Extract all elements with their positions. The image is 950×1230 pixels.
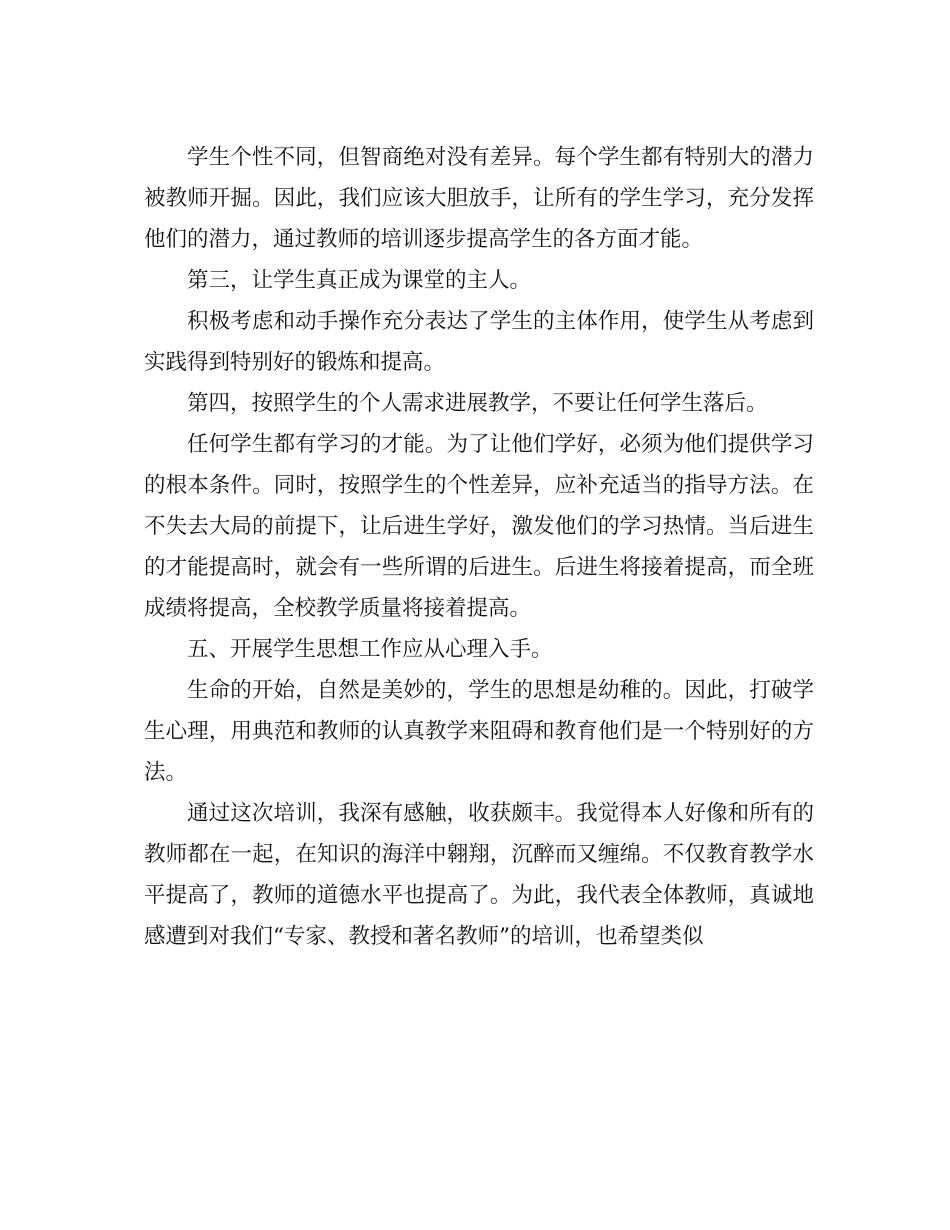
paragraph-learning-ability: 任何学生都有学习的才能。为了让他们学好，必须为他们提供学习的根本条件。同时，按照学生的个性差异，应补充适当的指导方法。在不失去大局的前提下，让后进生学好，激发他们的学习热情。当后进生的才能提高时，就会有一些所谓的后进生。后进生将接着提高，而全班成绩将提高，全校教学质量将接着提高。 bbox=[144, 432, 814, 621]
paragraph-training-reflection: 通过这次培训，我深有感触，收获颇丰。我觉得本人好像和所有的教师都在一起，在知识的海洋中翱翔，沉醉而又缠绵。不仅教育教学水平提高了，教师的道德水平也提高了。为此，我代表全体教师，真诚地感遭到对我们“专家、教授和著名教师”的培训，也希望类似 bbox=[144, 801, 814, 949]
paragraph-student-role: 积极考虑和动手操作充分表达了学生的主体作用，使学生从考虑到实践得到特别好的锻炼和提高。 bbox=[144, 309, 814, 375]
paragraph-heading-fifth: 五、开展学生思想工作应从心理入手。 bbox=[187, 637, 553, 662]
document-body bbox=[144, 137, 814, 957]
paragraph-heading-third: 第三，让学生真正成为课堂的主人。 bbox=[187, 268, 532, 293]
paragraph-talent-potential: 学生个性不同，但智商绝对没有差异。每个学生都有特别大的潜力被教师开掘。因此，我们应该大胆放手，让所有的学生学习，充分发挥他们的潜力，通过教师的培训逐步提高学生的各方面才能。 bbox=[144, 145, 814, 252]
paragraph-heading-fourth: 第四，按照学生的个人需求进展教学，不要让任何学生落后。 bbox=[187, 391, 768, 416]
paragraph-student-thought: 生命的开始，自然是美妙的，学生的思想是幼稚的。因此，打破学生心理，用典范和教师的认真教学来阻碍和教育他们是一个特别好的方法。 bbox=[144, 678, 814, 785]
